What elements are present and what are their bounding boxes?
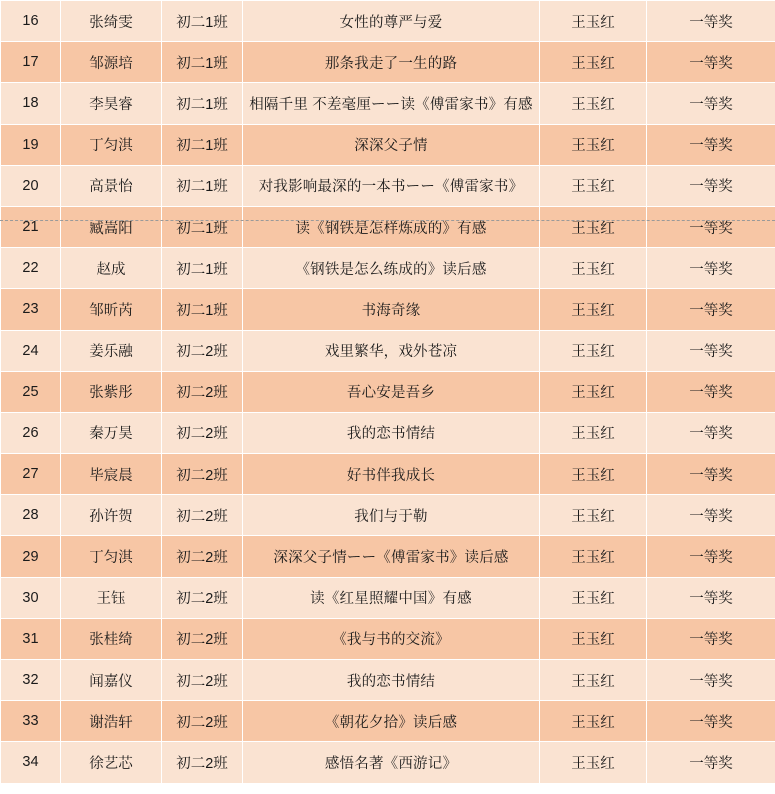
table-cell-name: 徐艺芯 <box>61 742 162 783</box>
table-cell-title: 那条我走了一生的路 <box>243 42 540 83</box>
table-cell-teacher: 王玉红 <box>540 495 647 536</box>
table-row <box>1 701 775 742</box>
table-cell-title: 读《钢铁是怎样炼成的》有感 <box>243 206 540 247</box>
table-cell-no: 26 <box>1 412 61 453</box>
table-row <box>1 577 775 618</box>
table-cell-no: 16 <box>1 1 61 42</box>
table-row <box>1 330 775 371</box>
table-cell-no: 32 <box>1 660 61 701</box>
table-cell-teacher: 王玉红 <box>540 206 647 247</box>
table-cell-class: 初二1班 <box>162 248 243 289</box>
table-cell-teacher: 王玉红 <box>540 124 647 165</box>
table-cell-teacher: 王玉红 <box>540 371 647 412</box>
table-cell-class: 初二1班 <box>162 165 243 206</box>
table-cell-title: 深深父子情 <box>243 124 540 165</box>
table-cell-teacher: 王玉红 <box>540 618 647 659</box>
table-cell-name: 丁匀淇 <box>61 124 162 165</box>
table-row <box>1 412 775 453</box>
table-cell-title: 我们与于勒 <box>243 495 540 536</box>
table-cell-teacher: 王玉红 <box>540 660 647 701</box>
table-cell-name: 张紫彤 <box>61 371 162 412</box>
table-cell-teacher: 王玉红 <box>540 289 647 330</box>
award-table-body <box>1 1 775 784</box>
table-cell-name: 闻嘉仪 <box>61 660 162 701</box>
table-cell-title: 我的恋书情结 <box>243 412 540 453</box>
table-cell-title: 我的恋书情结 <box>243 660 540 701</box>
table-cell-class: 初二1班 <box>162 124 243 165</box>
table-cell-teacher: 王玉红 <box>540 412 647 453</box>
table-cell-no: 20 <box>1 165 61 206</box>
table-cell-prize: 一等奖 <box>647 536 775 577</box>
table-cell-prize: 一等奖 <box>647 206 775 247</box>
table-row <box>1 618 775 659</box>
table-cell-prize: 一等奖 <box>647 1 775 42</box>
table-cell-title: 《钢铁是怎么练成的》读后感 <box>243 248 540 289</box>
table-cell-no: 18 <box>1 83 61 124</box>
table-cell-no: 29 <box>1 536 61 577</box>
table-cell-prize: 一等奖 <box>647 124 775 165</box>
table-cell-prize: 一等奖 <box>647 83 775 124</box>
table-cell-class: 初二2班 <box>162 536 243 577</box>
table-row <box>1 83 775 124</box>
table-cell-prize: 一等奖 <box>647 495 775 536</box>
table-cell-prize: 一等奖 <box>647 371 775 412</box>
table-row <box>1 660 775 701</box>
table-cell-title: 相隔千里 不差毫厘ーー读《傅雷家书》有感 <box>243 83 540 124</box>
table-cell-title: 《我与书的交流》 <box>243 618 540 659</box>
table-cell-name: 张绮雯 <box>61 1 162 42</box>
table-cell-teacher: 王玉红 <box>540 165 647 206</box>
table-cell-title: 戏里繁华，戏外苍凉 <box>243 330 540 371</box>
table-cell-teacher: 王玉红 <box>540 1 647 42</box>
table-cell-no: 19 <box>1 124 61 165</box>
table-cell-name: 赵成 <box>61 248 162 289</box>
table-cell-no: 25 <box>1 371 61 412</box>
table-cell-no: 30 <box>1 577 61 618</box>
table-cell-no: 24 <box>1 330 61 371</box>
table-row <box>1 289 775 330</box>
table-cell-prize: 一等奖 <box>647 248 775 289</box>
table-cell-title: 书海奇缘 <box>243 289 540 330</box>
table-cell-name: 丁匀淇 <box>61 536 162 577</box>
table-cell-prize: 一等奖 <box>647 577 775 618</box>
table-cell-prize: 一等奖 <box>647 742 775 783</box>
table-cell-title: 好书伴我成长 <box>243 454 540 495</box>
table-cell-title: 感悟名著《西游记》 <box>243 742 540 783</box>
table-cell-class: 初二1班 <box>162 83 243 124</box>
table-cell-class: 初二1班 <box>162 206 243 247</box>
table-cell-class: 初二2班 <box>162 371 243 412</box>
table-row <box>1 1 775 42</box>
table-cell-title: 《朝花夕拾》读后感 <box>243 701 540 742</box>
table-cell-no: 21 <box>1 206 61 247</box>
table-cell-teacher: 王玉红 <box>540 577 647 618</box>
table-cell-name: 李昊睿 <box>61 83 162 124</box>
table-cell-no: 22 <box>1 248 61 289</box>
table-row <box>1 206 775 247</box>
table-row <box>1 536 775 577</box>
table-cell-class: 初二2班 <box>162 330 243 371</box>
table-cell-class: 初二2班 <box>162 742 243 783</box>
table-cell-prize: 一等奖 <box>647 618 775 659</box>
table-cell-name: 孙许贺 <box>61 495 162 536</box>
table-cell-title: 读《红星照耀中国》有感 <box>243 577 540 618</box>
table-cell-no: 17 <box>1 42 61 83</box>
table-cell-teacher: 王玉红 <box>540 701 647 742</box>
table-cell-class: 初二2班 <box>162 660 243 701</box>
table-row <box>1 742 775 783</box>
table-cell-name: 姜乐融 <box>61 330 162 371</box>
table-cell-teacher: 王玉红 <box>540 536 647 577</box>
table-cell-prize: 一等奖 <box>647 701 775 742</box>
table-cell-name: 谢浩轩 <box>61 701 162 742</box>
table-cell-name: 邹源培 <box>61 42 162 83</box>
table-cell-name: 毕宸晨 <box>61 454 162 495</box>
table-cell-prize: 一等奖 <box>647 165 775 206</box>
table-cell-title: 女性的尊严与爱 <box>243 1 540 42</box>
table-cell-no: 33 <box>1 701 61 742</box>
table-row <box>1 165 775 206</box>
table-cell-no: 28 <box>1 495 61 536</box>
table-row <box>1 495 775 536</box>
table-cell-class: 初二1班 <box>162 1 243 42</box>
table-cell-prize: 一等奖 <box>647 412 775 453</box>
table-cell-name: 王钰 <box>61 577 162 618</box>
table-cell-prize: 一等奖 <box>647 660 775 701</box>
table-cell-class: 初二1班 <box>162 289 243 330</box>
table-cell-teacher: 王玉红 <box>540 248 647 289</box>
table-cell-teacher: 王玉红 <box>540 330 647 371</box>
table-cell-teacher: 王玉红 <box>540 83 647 124</box>
table-cell-prize: 一等奖 <box>647 454 775 495</box>
table-cell-name: 高景怡 <box>61 165 162 206</box>
table-row <box>1 42 775 83</box>
table-cell-title: 深深父子情ーー《傅雷家书》读后感 <box>243 536 540 577</box>
table-cell-name: 臧嵩阳 <box>61 206 162 247</box>
table-cell-title: 吾心安是吾乡 <box>243 371 540 412</box>
table-cell-prize: 一等奖 <box>647 330 775 371</box>
table-cell-no: 34 <box>1 742 61 783</box>
table-cell-class: 初二2班 <box>162 412 243 453</box>
table-cell-class: 初二2班 <box>162 577 243 618</box>
table-row <box>1 124 775 165</box>
table-cell-teacher: 王玉红 <box>540 742 647 783</box>
table-cell-class: 初二2班 <box>162 495 243 536</box>
table-row <box>1 371 775 412</box>
table-cell-name: 邹昕芮 <box>61 289 162 330</box>
table-row <box>1 454 775 495</box>
table-cell-no: 23 <box>1 289 61 330</box>
table-row <box>1 248 775 289</box>
table-cell-no: 27 <box>1 454 61 495</box>
table-cell-class: 初二2班 <box>162 701 243 742</box>
table-cell-teacher: 王玉红 <box>540 42 647 83</box>
table-cell-no: 31 <box>1 618 61 659</box>
table-cell-class: 初二1班 <box>162 42 243 83</box>
table-cell-class: 初二2班 <box>162 454 243 495</box>
table-cell-prize: 一等奖 <box>647 42 775 83</box>
table-cell-teacher: 王玉红 <box>540 454 647 495</box>
table-cell-class: 初二2班 <box>162 618 243 659</box>
table-cell-title: 对我影响最深的一本书ーー《傅雷家书》 <box>243 165 540 206</box>
table-cell-prize: 一等奖 <box>647 289 775 330</box>
table-cell-name: 张桂绮 <box>61 618 162 659</box>
table-cell-name: 秦万昊 <box>61 412 162 453</box>
